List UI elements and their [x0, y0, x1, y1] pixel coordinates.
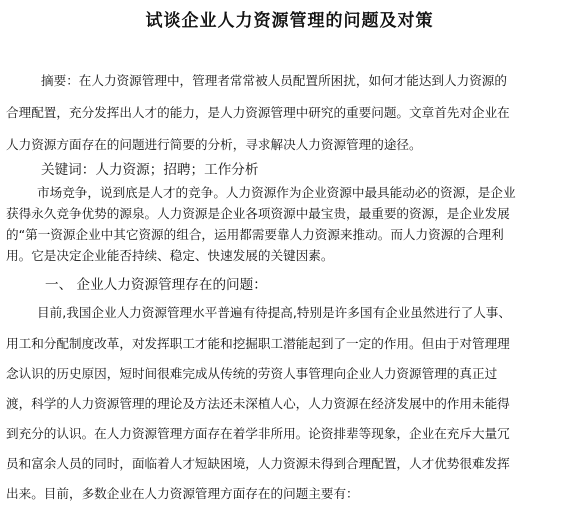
body-line-4: 渡，科学的人力资源管理的理论及方法还未深植人心，人力资源在经济发展中的作用未能得: [6, 396, 510, 411]
keywords-line: 关键词：人力资源；招聘；工作分析: [41, 162, 259, 178]
document-title: 试谈企业人力资源管理的问题及对策: [145, 11, 434, 31]
body-line-7: 出来。目前，多数企业在人力资源管理方面存在的问题主要有：: [6, 486, 359, 501]
body-line-3: 念认识的历史原因，短时间很难完成从传统的劳资人事管理向企业人力资源管理的真正过: [6, 366, 498, 381]
intro-line-3: 的“第一资源企业中其它资源的组合，运用都需要靠人力资源来推动。而人力资源的合理利: [6, 227, 504, 242]
body-line-1: 目前,我国企业人力资源管理水平普遍有待提高,特别是许多国有企业虽然进行了人事、: [37, 305, 511, 320]
body-line-5: 到充分的认识。在人力资源管理方面存在着学非所用。论资排辈等现象，企业在充斥大量冗: [6, 426, 510, 441]
body-line-2: 用工和分配制度改革，对发挥职工才能和挖掘职工潜能起到了一定的作用。但由于对管理理: [6, 336, 510, 351]
body-line-6: 员和富余人员的同时，面临着人才短缺困境，人力资源未得到合理配置，人才优势很难发挥: [6, 456, 510, 471]
section-heading: 一、 企业人力资源管理存在的问题：: [45, 277, 267, 293]
abstract-line-3: 人力资源方面存在的问题进行简要的分析，寻求解决人力资源管理的途径。: [6, 137, 422, 152]
intro-line-4: 用。它是决定企业能否持续、稳定、快速发展的关键因素。: [6, 248, 334, 263]
intro-line-1: 市场竞争，说到底是人才的竞争。人力资源作为企业资源中最具能动必的资源，是企业: [37, 185, 516, 200]
intro-line-2: 获得永久竞争优势的源泉。人力资源是企业各项资源中最宝贵，最重要的资源，是企业发展: [6, 206, 510, 221]
abstract-line-2: 合理配置，充分发挥出人才的能力，是人力资源管理中研究的重要问题。文章首先对企业在: [6, 105, 510, 120]
abstract-line-1: 摘要：在人力资源管理中，管理者常常被人员配置所困扰，如何才能达到人力资源的: [41, 73, 507, 88]
